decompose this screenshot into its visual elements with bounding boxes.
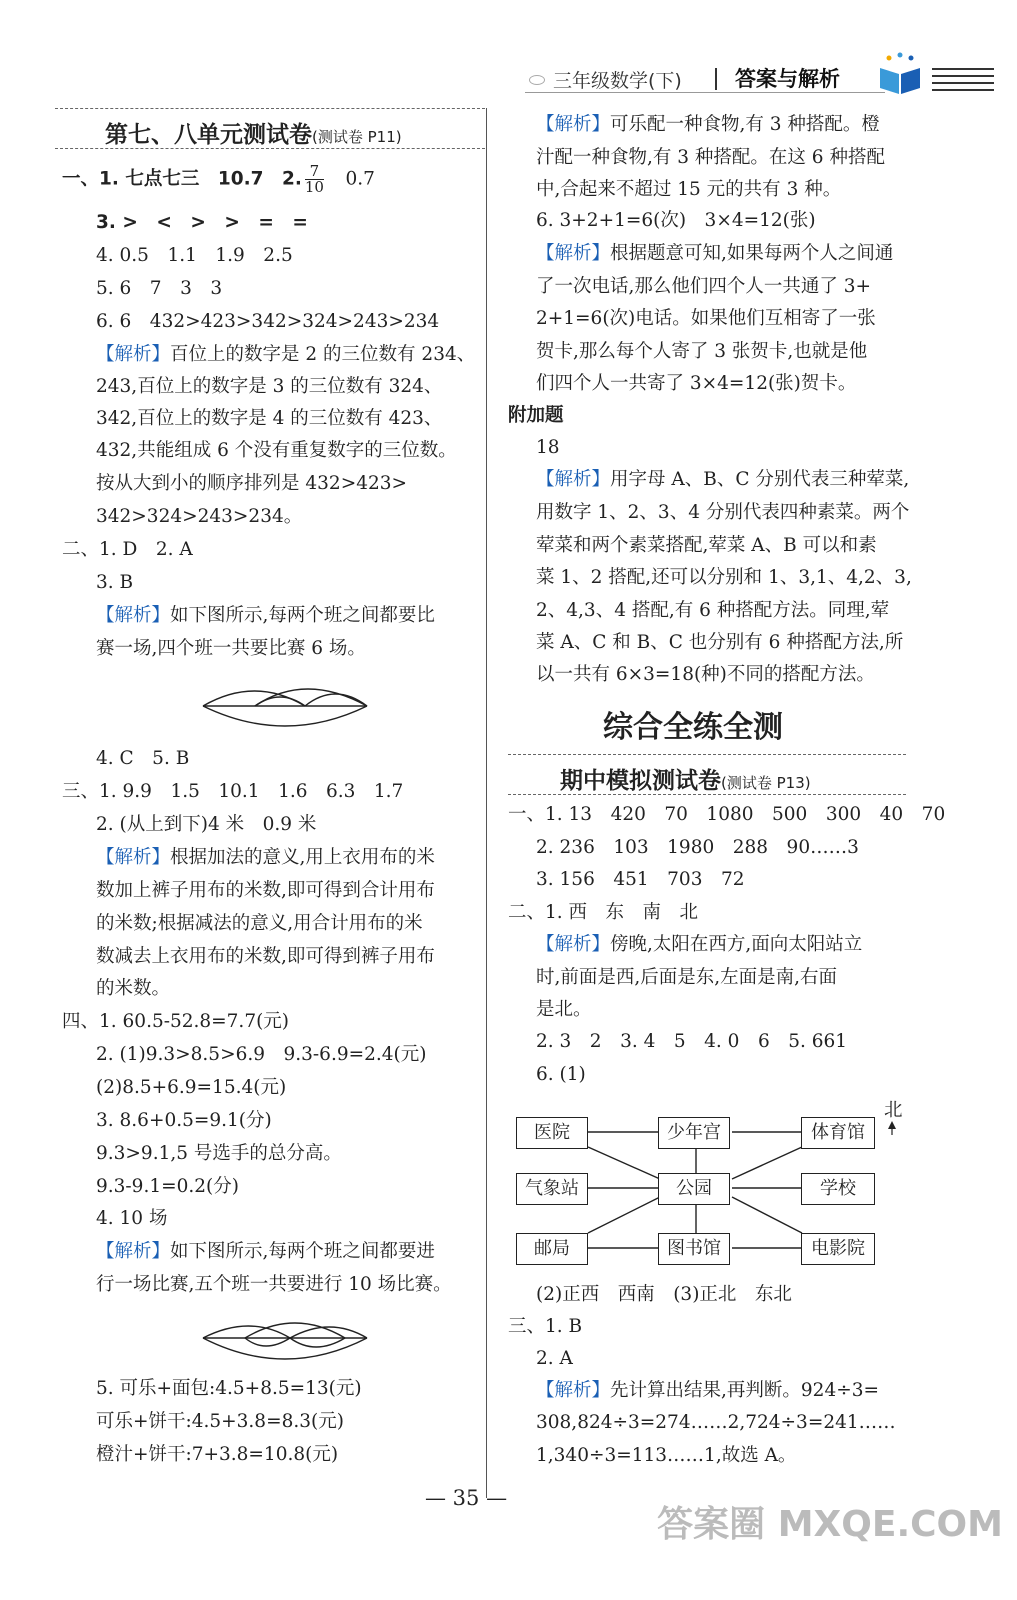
answer-line: 9.3>9.1,5 号选手的总分高。 (96, 1143, 342, 1164)
map-node-park: 公园 (658, 1173, 730, 1205)
analysis-line: 时,前面是西,后面是东,左面是南,右面 (536, 967, 838, 988)
fraction: $\frac{7}{10}$ (304, 162, 324, 196)
answer-line: 6. (1) (536, 1064, 586, 1085)
column-divider (486, 108, 487, 1498)
answer-line: (2)正西 西南 (3)正北 东北 (536, 1284, 792, 1305)
analysis-line: 243,百位上的数字是 3 的三位数有 324、 (96, 376, 443, 397)
answer-line: 橙汁+饼干:7+3.8=10.8(元) (96, 1444, 339, 1465)
section-ref: (测试卷 P11) (312, 128, 402, 146)
answer-line: 一、1. 七点七三 10.7 2. $\frac{7}{10}$ 0.7 (62, 162, 375, 196)
analysis-line: 按从大到小的顺序排列是 432>423> (96, 473, 408, 494)
map-node-youth-palace: 少年宫 (658, 1117, 730, 1149)
answer-line: 6. 6 432>423>342>324>243>234 (96, 311, 440, 332)
map-node-school: 学校 (801, 1173, 875, 1205)
analysis-line: 赛一场,四个班一共要比赛 6 场。 (96, 638, 366, 659)
analysis-line: 【解析】用字母 A、B、C 分别代表三种荤菜, (536, 469, 910, 490)
header-subtitle: 三年级数学(下) (553, 70, 682, 92)
analysis-line: 数加上裤子用布的米数,即可得到合计用布 (96, 880, 435, 901)
arc-diagram-five (195, 1306, 375, 1368)
analysis-line: 【解析】根据题意可知,如果每两个人之间通 (536, 243, 894, 264)
answer-line: 二、1. 西 东 南 北 (508, 902, 699, 923)
arc-diagram-four (195, 668, 375, 736)
answer-line: 四、1. 60.5-52.8=7.7(元) (62, 1011, 290, 1032)
chapter-title: 综合全练全测 (603, 710, 783, 745)
map-node-library: 图书馆 (658, 1233, 730, 1265)
header-lines (932, 68, 994, 96)
analysis-line: 【解析】百位上的数字是 2 的三位数有 234、 (96, 344, 476, 365)
answer-line: 4. 0.5 1.1 1.9 2.5 (96, 245, 293, 266)
section-rule (55, 108, 485, 109)
analysis-line: 的米数;根据减法的意义,用合计用布的米 (96, 913, 423, 934)
answer-line: 2. (从上到下)4 米 0.9 米 (96, 814, 317, 835)
answer-line: 6. 3+2+1=6(次) 3×4=12(张) (536, 210, 816, 231)
section-title: 第七、八单元测试卷(测试卷 P11) (105, 122, 402, 148)
answer-line: 2. 236 103 1980 288 90……3 (536, 837, 859, 858)
open-book-icon (875, 50, 925, 98)
analysis-line: 汁配一种食物,有 3 种搭配。在这 6 种搭配 (536, 147, 885, 168)
analysis-line: 432,共能组成 6 个没有重复数字的三位数。 (96, 440, 457, 461)
answer-line: 3. B (96, 572, 134, 593)
answer-line: 2. (1)9.3>8.5>6.9 9.3-6.9=2.4(元) (96, 1044, 427, 1065)
answer-line: 2. A (536, 1348, 573, 1369)
analysis-line: 308,824÷3=274……2,724÷3=241…… (536, 1412, 896, 1433)
answer-line: 3. > < > > = = (96, 212, 308, 233)
analysis-line: 【解析】根据加法的意义,用上衣用布的米 (96, 847, 435, 868)
extra-title: 附加题 (508, 405, 564, 426)
analysis-line: 【解析】如下图所示,每两个班之间都要进 (96, 1241, 435, 1262)
analysis-line: 行一场比赛,五个班一共要进行 10 场比赛。 (96, 1274, 452, 1295)
answer-line: 5. 6 7 3 3 (96, 278, 223, 299)
section-title: 期中模拟测试卷(测试卷 P13) (560, 768, 811, 794)
map-node-gym: 体育馆 (801, 1117, 875, 1149)
answer-line: 18 (536, 437, 560, 458)
analysis-line: 贺卡,那么每个人寄了 3 张贺卡,也就是他 (536, 341, 868, 362)
analysis-line: 【解析】傍晚,太阳在西方,面向太阳站立 (536, 934, 863, 955)
analysis-line: 【解析】先计算出结果,再判断。924÷3= (536, 1380, 879, 1401)
watermark: 答案圈 MXQE.COM (657, 1504, 1003, 1545)
analysis-line: 荤菜和两个素菜搭配,荤菜 A、B 可以和素 (536, 535, 877, 556)
section-rule (55, 148, 485, 149)
answer-line: 3. 156 451 703 72 (536, 869, 745, 890)
analysis-line: 【解析】如下图所示,每两个班之间都要比 (96, 605, 435, 626)
map-node-post: 邮局 (516, 1233, 588, 1265)
analysis-line: 2+1=6(次)电话。如果他们互相寄了一张 (536, 308, 876, 329)
analysis-line: 的米数。 (96, 978, 171, 999)
header-separator (715, 68, 717, 90)
analysis-line: 1,340÷3=113……1,故选 A。 (536, 1445, 797, 1466)
analysis-line: 2、4,3、4 搭配,有 6 种搭配方法。同理,荤 (536, 600, 890, 621)
answer-line: 4. 10 场 (96, 1208, 168, 1229)
header-underline (525, 92, 885, 93)
analysis-line: 是北。 (536, 999, 592, 1020)
answer-line: 4. C 5. B (96, 748, 190, 769)
north-label: 北 (884, 1100, 903, 1121)
answer-line: 二、1. D 2. A (62, 539, 193, 560)
analysis-line: 菜 A、C 和 B、C 也分别有 6 种搭配方法,所 (536, 632, 904, 653)
analysis-line: 菜 1、2 搭配,还可以分别和 1、3,1、4,2、3, (536, 567, 912, 588)
answer-line: 9.3-9.1=0.2(分) (96, 1176, 239, 1197)
analysis-line: 342>324>243>234。 (96, 506, 303, 527)
answer-line: 2. 3 2 3. 4 5 4. 0 6 5. 661 (536, 1031, 848, 1052)
answer-line: (2)8.5+6.9=15.4(元) (96, 1077, 287, 1098)
page-number: — 35 — (425, 1486, 508, 1510)
map-node-hospital: 医院 (516, 1117, 588, 1149)
decoration-icon (529, 75, 545, 85)
answer-line: 可乐+饼干:4.5+3.8=8.3(元) (96, 1411, 344, 1432)
analysis-line: 以一共有 6×3=18(种)不同的搭配方法。 (536, 664, 875, 685)
header-title: 答案与解析 (735, 67, 840, 91)
answer-line: 一、1. 13 420 70 1080 500 300 40 70 (508, 804, 946, 825)
section-rule (508, 794, 906, 795)
analysis-line: 用数字 1、2、3、4 分别代表四种素菜。两个 (536, 502, 910, 523)
analysis-line: 数减去上衣用布的米数,即可得到裤子用布 (96, 946, 435, 967)
answer-line: 三、1. B (508, 1316, 583, 1337)
map-node-weather: 气象站 (516, 1173, 588, 1205)
analysis-line: 们四个人一共寄了 3×4=12(张)贺卡。 (536, 373, 857, 394)
map-node-cinema: 电影院 (801, 1233, 875, 1265)
analysis-line: 【解析】可乐配一种食物,有 3 种搭配。橙 (536, 114, 880, 135)
analysis-line: 342,百位上的数字是 4 的三位数有 423、 (96, 408, 443, 429)
section-rule (508, 754, 906, 755)
analysis-line: 了一次电话,那么他们四个人一共通了 3+ (536, 276, 872, 297)
answer-line: 三、1. 9.9 1.5 10.1 1.6 6.3 1.7 (62, 781, 404, 802)
analysis-line: 中,合起来不超过 15 元的共有 3 种。 (536, 179, 842, 200)
answer-line: 3. 8.6+0.5=9.1(分) (96, 1110, 272, 1131)
analysis-tag: 【解析】 (96, 344, 171, 365)
answer-line: 5. 可乐+面包:4.5+8.5=13(元) (96, 1378, 362, 1399)
